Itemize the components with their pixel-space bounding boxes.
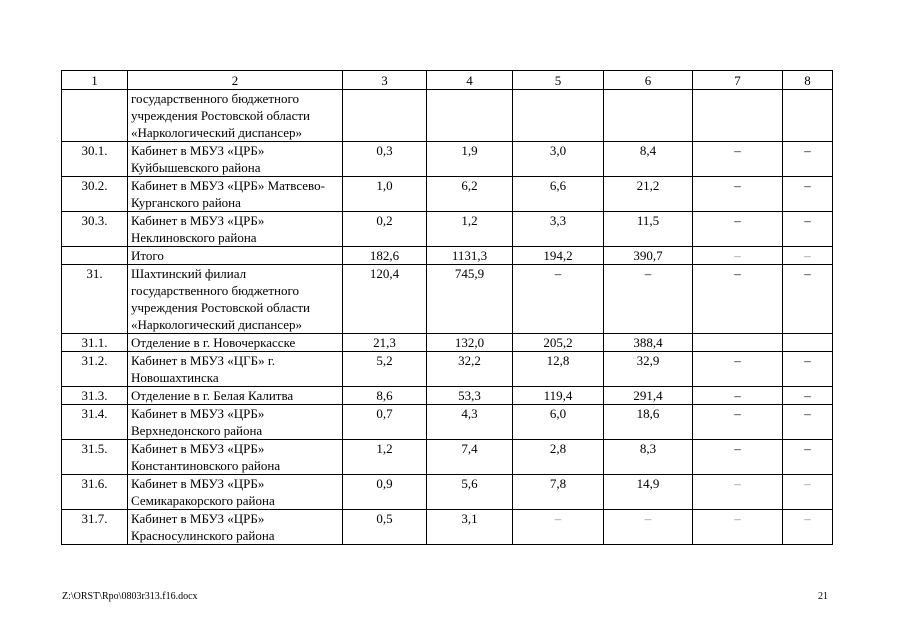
row-number-cell: 31.	[62, 265, 128, 334]
row-value-cell: –	[693, 405, 783, 440]
row-number-cell: 31.4.	[62, 405, 128, 440]
row-number-cell: 30.3.	[62, 212, 128, 247]
row-value-cell: 291,4	[604, 387, 693, 405]
table-row	[62, 142, 833, 177]
row-name-cell: Кабинет в МБУЗ «ЦРБ» Константиновского района	[128, 440, 343, 475]
row-value-cell: –	[783, 247, 833, 265]
header-cell: 5	[513, 71, 604, 90]
row-number-cell: 31.6.	[62, 475, 128, 510]
row-value-cell: –	[693, 212, 783, 247]
row-number-cell: 31.1.	[62, 334, 128, 352]
table-row	[62, 177, 833, 212]
table-row	[62, 405, 833, 440]
row-value-cell: 5,6	[427, 475, 513, 510]
row-value-cell: –	[783, 440, 833, 475]
row-value-cell: 1,2	[343, 440, 427, 475]
table-row	[62, 90, 833, 142]
row-value-cell: 194,2	[513, 247, 604, 265]
row-value-cell: 21,2	[604, 177, 693, 212]
table-row	[62, 265, 833, 334]
row-value-cell: 6,6	[513, 177, 604, 212]
row-value-cell: 205,2	[513, 334, 604, 352]
row-value-cell: 1,9	[427, 142, 513, 177]
row-value-cell: 6,2	[427, 177, 513, 212]
row-value-cell: 11,5	[604, 212, 693, 247]
row-value-cell	[427, 90, 513, 142]
row-value-cell: 7,8	[513, 475, 604, 510]
row-number-cell: 31.2.	[62, 352, 128, 387]
row-number-cell: 31.5.	[62, 440, 128, 475]
row-value-cell: –	[693, 142, 783, 177]
row-value-cell	[604, 90, 693, 142]
row-name-cell: Кабинет в МБУЗ «ЦРБ» Красносулинского района	[128, 510, 343, 545]
row-value-cell: 32,9	[604, 352, 693, 387]
row-number-cell: 30.2.	[62, 177, 128, 212]
row-value-cell: –	[783, 212, 833, 247]
row-value-cell: 745,9	[427, 265, 513, 334]
row-value-cell	[693, 90, 783, 142]
table-body	[62, 71, 833, 545]
footer-file-path: Z:\ORST\Rpo\0803r313.f16.docx	[62, 591, 198, 602]
row-value-cell: 5,2	[343, 352, 427, 387]
row-value-cell: –	[783, 475, 833, 510]
row-number-cell: 31.3.	[62, 387, 128, 405]
row-value-cell: 12,8	[513, 352, 604, 387]
row-number-cell	[62, 247, 128, 265]
row-value-cell: 14,9	[604, 475, 693, 510]
row-value-cell: –	[783, 177, 833, 212]
table-row	[62, 334, 833, 352]
row-value-cell: 388,4	[604, 334, 693, 352]
row-value-cell: –	[604, 265, 693, 334]
row-value-cell: 132,0	[427, 334, 513, 352]
row-name-cell: государственного бюджетного учреждения Ростовской области «Наркологический диспансер»	[128, 90, 343, 142]
row-value-cell: 32,2	[427, 352, 513, 387]
row-value-cell: –	[693, 247, 783, 265]
row-value-cell: 182,6	[343, 247, 427, 265]
row-value-cell	[513, 90, 604, 142]
header-cell: 6	[604, 71, 693, 90]
row-value-cell: 3,1	[427, 510, 513, 545]
row-value-cell: –	[783, 352, 833, 387]
row-value-cell: 119,4	[513, 387, 604, 405]
table-row	[62, 475, 833, 510]
row-value-cell: 0,7	[343, 405, 427, 440]
row-value-cell: –	[783, 265, 833, 334]
row-value-cell	[343, 90, 427, 142]
row-value-cell: 6,0	[513, 405, 604, 440]
row-value-cell	[693, 334, 783, 352]
row-value-cell: 1,0	[343, 177, 427, 212]
row-value-cell: –	[693, 177, 783, 212]
row-value-cell: 0,5	[343, 510, 427, 545]
row-name-cell: Шахтинский филиал государственного бюджетного учреждения Ростовской области «Наркологический диспансер»	[128, 265, 343, 334]
header-cell: 1	[62, 71, 128, 90]
row-name-cell: Отделение в г. Новочеркасске	[128, 334, 343, 352]
row-value-cell: 1,2	[427, 212, 513, 247]
row-value-cell: 21,3	[343, 334, 427, 352]
row-value-cell: –	[513, 265, 604, 334]
table-row	[62, 212, 833, 247]
header-cell: 3	[343, 71, 427, 90]
row-number-cell: 31.7.	[62, 510, 128, 545]
row-value-cell: –	[693, 440, 783, 475]
header-cell: 7	[693, 71, 783, 90]
row-name-cell: Кабинет в МБУЗ «ЦРБ» Куйбышевского района	[128, 142, 343, 177]
row-value-cell: –	[513, 510, 604, 545]
row-name-cell: Итого	[128, 247, 343, 265]
row-value-cell: –	[783, 405, 833, 440]
row-value-cell: 0,3	[343, 142, 427, 177]
row-value-cell: –	[604, 510, 693, 545]
row-name-cell: Отделение в г. Белая Калитва	[128, 387, 343, 405]
row-value-cell: 53,3	[427, 387, 513, 405]
row-value-cell	[783, 334, 833, 352]
row-value-cell: 120,4	[343, 265, 427, 334]
table-row	[62, 440, 833, 475]
row-value-cell: –	[783, 387, 833, 405]
row-value-cell: 18,6	[604, 405, 693, 440]
row-name-cell: Кабинет в МБУЗ «ЦРБ» Семикаракорского района	[128, 475, 343, 510]
row-value-cell: 0,9	[343, 475, 427, 510]
row-number-cell: 30.1.	[62, 142, 128, 177]
table-header-row	[62, 71, 833, 90]
row-value-cell: 2,8	[513, 440, 604, 475]
row-value-cell: 8,6	[343, 387, 427, 405]
row-value-cell: 3,0	[513, 142, 604, 177]
row-value-cell: –	[783, 142, 833, 177]
table-row	[62, 387, 833, 405]
header-cell: 4	[427, 71, 513, 90]
header-cell: 8	[783, 71, 833, 90]
row-value-cell: –	[693, 475, 783, 510]
table-row	[62, 247, 833, 265]
row-value-cell: –	[693, 510, 783, 545]
row-value-cell: 1131,3	[427, 247, 513, 265]
row-value-cell: 390,7	[604, 247, 693, 265]
footer-page-number: 21	[818, 591, 828, 602]
row-value-cell: –	[693, 265, 783, 334]
row-value-cell: –	[783, 510, 833, 545]
table-row	[62, 352, 833, 387]
row-name-cell: Кабинет в МБУЗ «ЦРБ» Матвсево-Курганского района	[128, 177, 343, 212]
row-number-cell	[62, 90, 128, 142]
row-name-cell: Кабинет в МБУЗ «ЦРБ» Верхнедонского района	[128, 405, 343, 440]
row-name-cell: Кабинет в МБУЗ «ЦГБ» г. Новошахтинска	[128, 352, 343, 387]
row-name-cell: Кабинет в МБУЗ «ЦРБ» Неклиновского района	[128, 212, 343, 247]
row-value-cell: 0,2	[343, 212, 427, 247]
row-value-cell: 8,3	[604, 440, 693, 475]
data-table	[61, 70, 833, 545]
row-value-cell: 3,3	[513, 212, 604, 247]
row-value-cell: –	[693, 352, 783, 387]
row-value-cell: –	[693, 387, 783, 405]
row-value-cell: 4,3	[427, 405, 513, 440]
header-cell: 2	[128, 71, 343, 90]
table-row	[62, 510, 833, 545]
row-value-cell: 8,4	[604, 142, 693, 177]
row-value-cell: 7,4	[427, 440, 513, 475]
row-value-cell	[783, 90, 833, 142]
